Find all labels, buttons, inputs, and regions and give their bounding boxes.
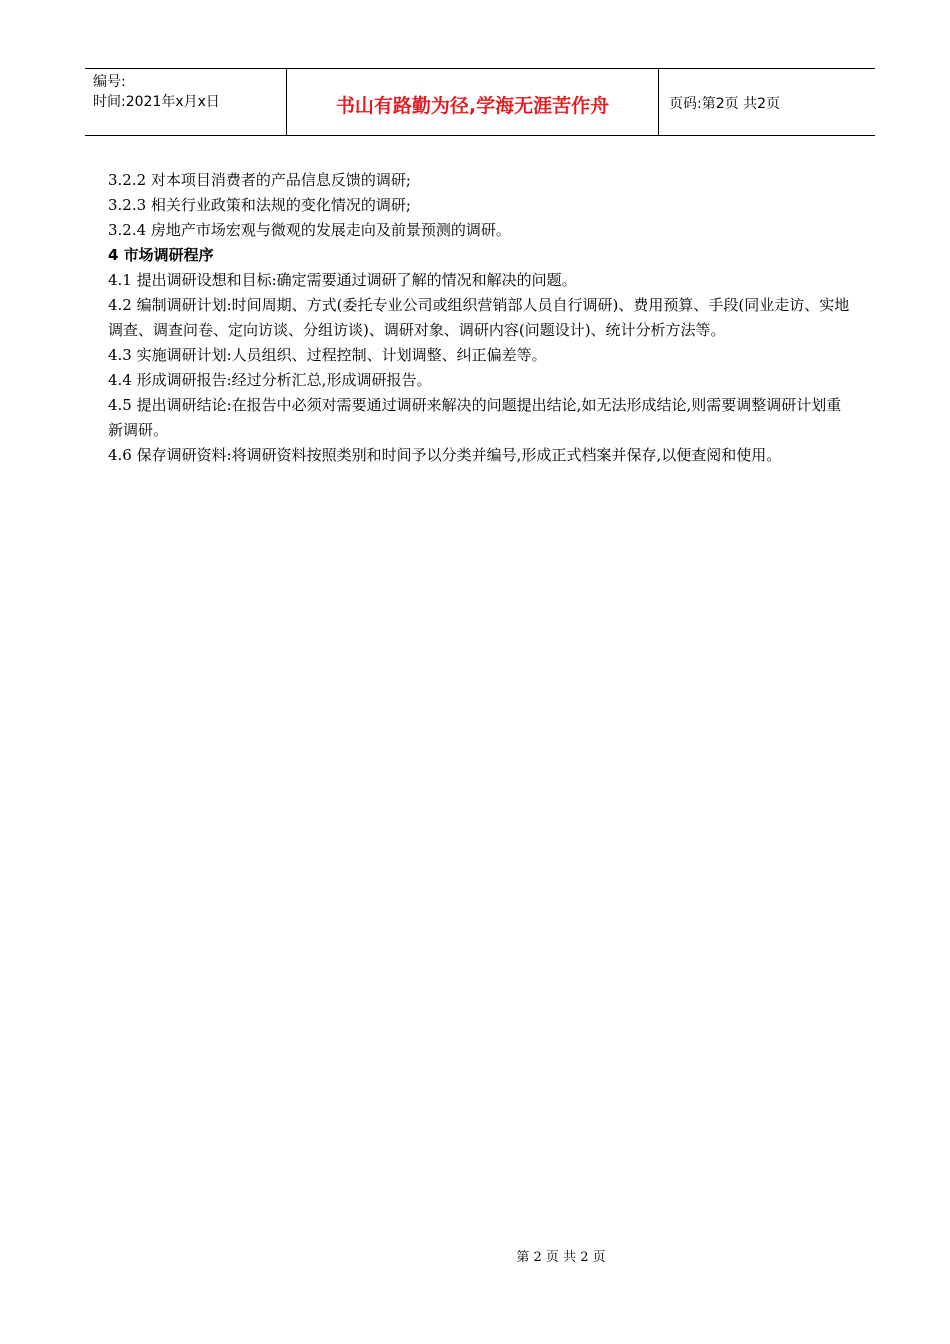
number-label: 编号: (93, 74, 126, 90)
paragraph-4-5: 4.5 提出调研结论:在报告中必须对需要通过调研来解决的问题提出结论,如无法形成结论,则需要调整调研计划重新调研。 (108, 396, 842, 439)
header-page-cell (659, 69, 875, 135)
document-header (85, 68, 875, 136)
section-heading: 4 市场调研程序 (108, 246, 214, 264)
paragraph-4-3: 4.3 实施调研计划:人员组织、过程控制、计划调整、纠正偏差等。 (108, 346, 547, 364)
paragraph-3-2-2: 3.2.2 对本项目消费者的产品信息反馈的调研; (108, 171, 411, 189)
paragraph-3-2-4: 3.2.4 房地产市场宏观与微观的发展走向及前景预测的调研。 (108, 221, 511, 239)
motto-text: 书山有路勤为径,学海无涯苦作舟 (335, 94, 610, 117)
paragraph-4-2: 4.2 编制调研计划:时间周期、方式(委托专业公司或组织营销部人员自行调研)、费用预算、手段(同业走访、实地调查、调查问卷、定向访谈、分组访谈)、调研对象、调研内容(问题设计)、统计分析方法等。 (108, 296, 850, 339)
page-number-label: 页码:第2页 共2页 (669, 96, 780, 112)
page-footer (0, 1246, 950, 1265)
paragraph-4-4: 4.4 形成调研报告:经过分析汇总,形成调研报告。 (108, 371, 432, 389)
footer-page-number: 第 2 页 共 2 页 (516, 1250, 606, 1265)
document-body (108, 168, 850, 468)
paragraph-3-2-3: 3.2.3 相关行业政策和法规的变化情况的调研; (108, 196, 411, 214)
header-motto-cell (286, 69, 659, 135)
header-meta-cell (85, 69, 286, 135)
paragraph-4-6: 4.6 保存调研资料:将调研资料按照类别和时间予以分类并编号,形成正式档案并保存,以便查阅和使用。 (108, 446, 782, 464)
date-label: 时间:2021年x月x日 (93, 94, 220, 110)
paragraph-4-1: 4.1 提出调研设想和目标:确定需要通过调研了解的情况和解决的问题。 (108, 271, 577, 289)
